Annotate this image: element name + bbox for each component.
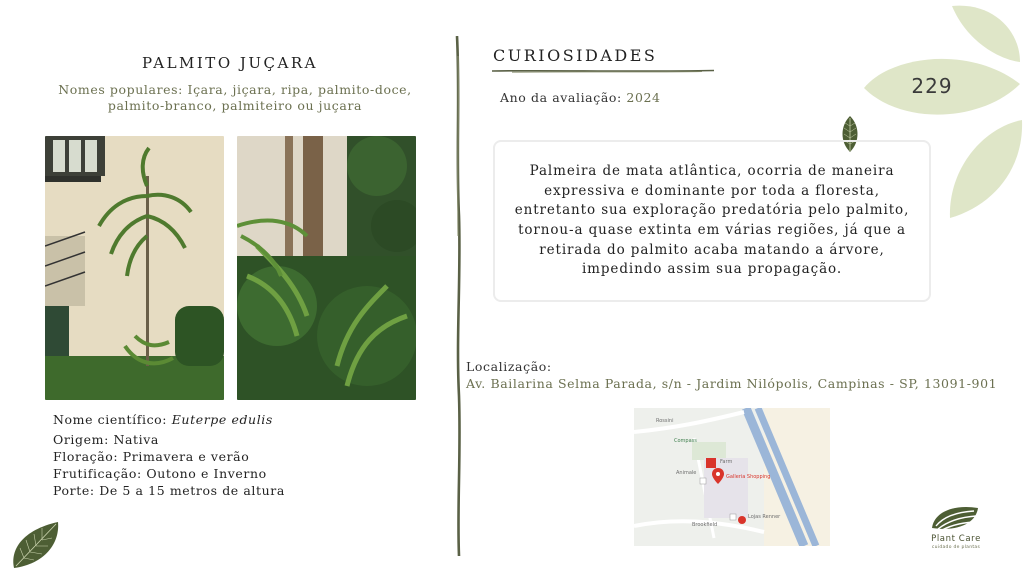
brand-name: Plant Care xyxy=(931,534,981,544)
leaf-icon xyxy=(10,520,62,570)
map-label-galleria-shopping: Galleria Shopping xyxy=(726,474,771,480)
popular-names: Nomes populares: Içara, jiçara, ripa, palmito-doce, palmito-branco, palmiteiro ou juçara xyxy=(58,82,412,113)
map-label-lojas-renner: Lojas Renner xyxy=(748,514,781,520)
origin-row: Origem: Nativa xyxy=(53,432,159,447)
scientific-name: Euterpe edulis xyxy=(171,412,273,427)
location-map[interactable] xyxy=(634,408,830,546)
plant-photo-garden xyxy=(237,136,416,400)
flowering-row: Floração: Primavera e verão xyxy=(53,449,250,464)
location-address[interactable]: Av. Bailarina Selma Parada, s/n - Jardim Nilópolis, Campinas - SP, 13091-901 xyxy=(466,376,998,391)
title-underline xyxy=(492,68,714,74)
evaluation-number-badge: 229 xyxy=(911,74,953,98)
evaluation-year-value: 2024 xyxy=(626,90,661,105)
curiosities-box xyxy=(493,140,931,302)
curiosities-title: CURIOSIDADES xyxy=(493,46,658,65)
plant-title: PALMITO JUÇARA xyxy=(142,54,318,72)
plant-photo-building xyxy=(45,136,224,400)
size-row: Porte: De 5 a 15 metros de altura xyxy=(53,483,285,498)
map-label-brookfield: Brookfield xyxy=(692,522,718,528)
evaluation-year-label: Ano da avaliação: xyxy=(500,90,627,105)
column-divider xyxy=(453,36,465,556)
map-label-rossini: Rossini xyxy=(656,418,674,424)
fruiting-row: Frutificação: Outono e Inverno xyxy=(53,466,267,481)
location-label: Localização: xyxy=(466,359,552,374)
map-label-animale: Animale xyxy=(676,470,697,476)
curiosities-text: Palmeira de mata atlântica, ocorria de maneira expressiva e dominante por toda a floresta, entretanto sua exploração predatória pelo palmito, tornou-a quase extinta em várias regiões, já que a retirada do palmito acaba matando a árvore, impedindo assim sua propagação. xyxy=(514,163,910,278)
brand-tagline: cuidado de plantas xyxy=(931,545,981,550)
map-label-compass: Compass xyxy=(674,438,697,444)
plant-info xyxy=(53,411,433,499)
evaluation-year xyxy=(500,90,661,105)
scientific-name-row xyxy=(53,411,433,428)
map-label-farm: Farm xyxy=(720,459,733,465)
scientific-name-label: Nome científico: xyxy=(53,412,172,427)
